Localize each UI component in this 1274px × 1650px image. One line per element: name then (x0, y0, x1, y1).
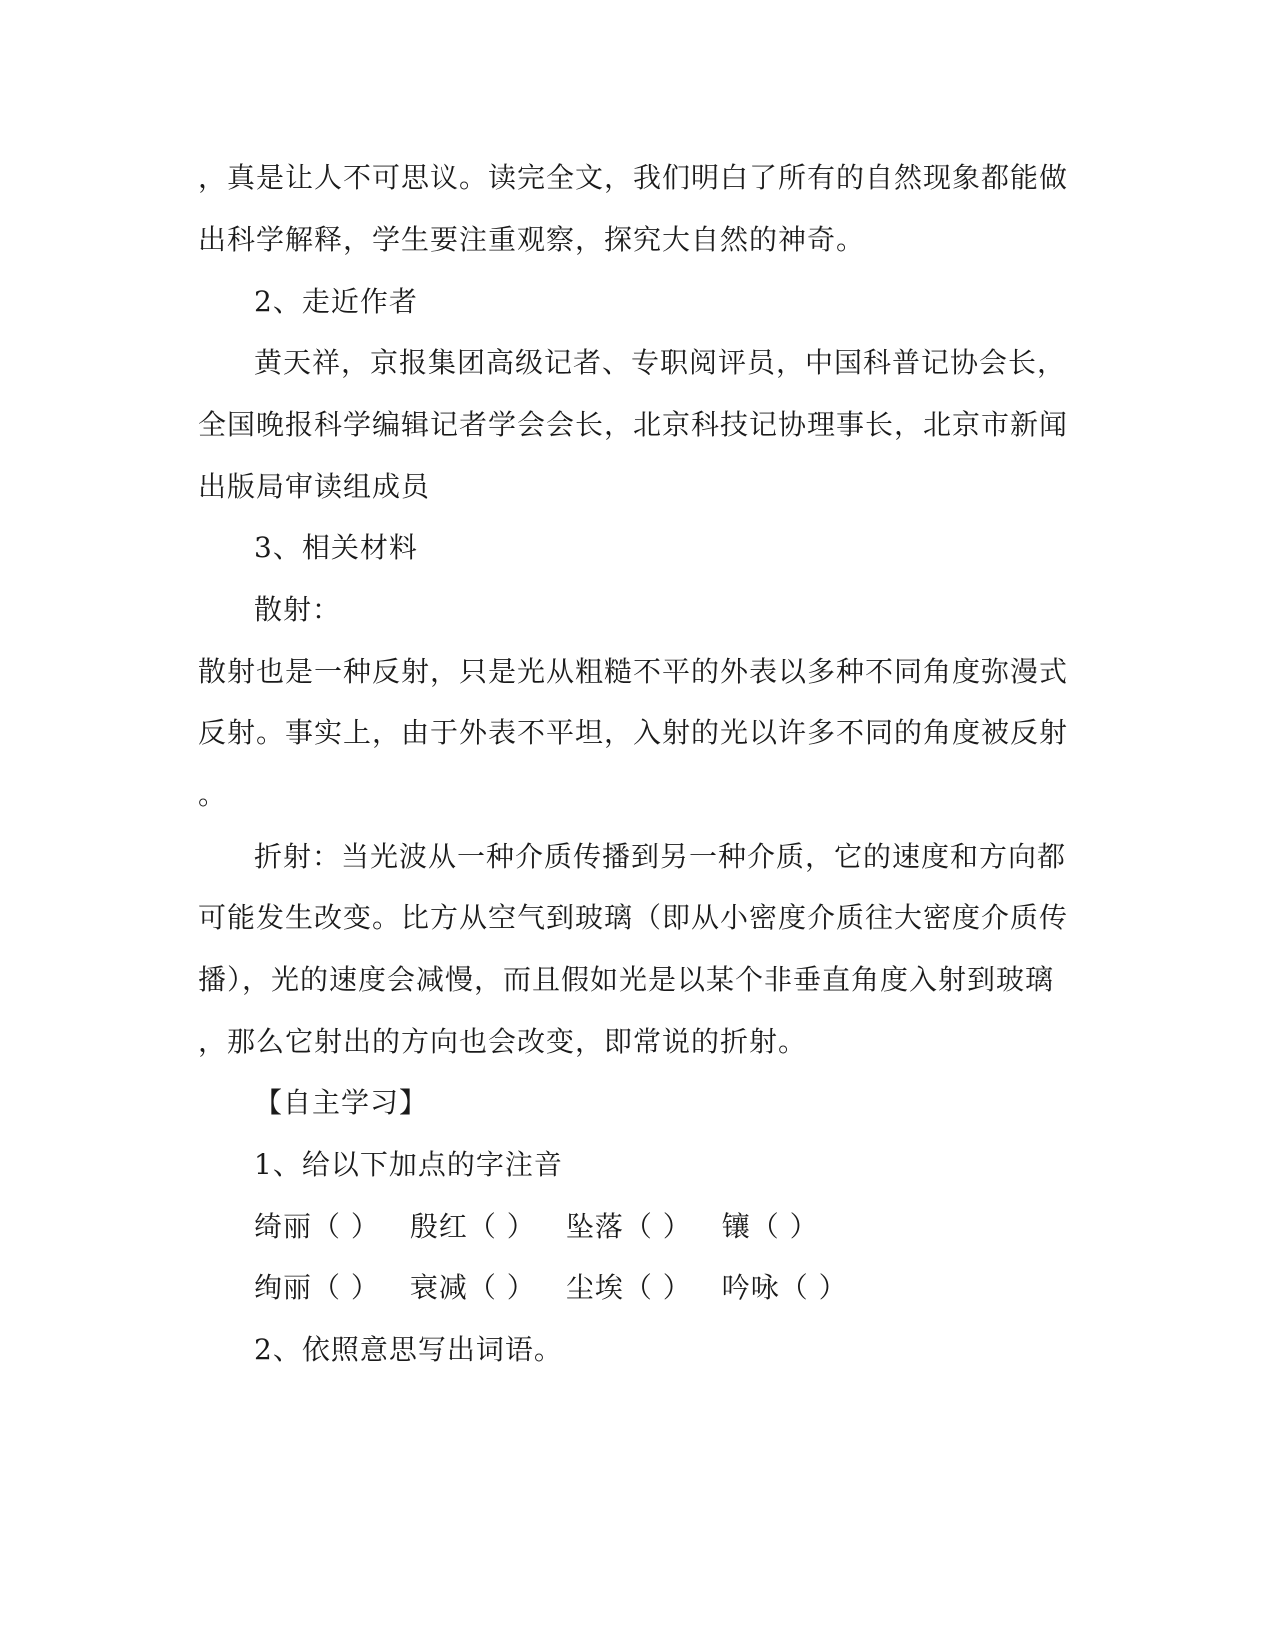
pinyin-row-2 (254, 1268, 848, 1308)
paragraph-line: ，那么它射出的方向也会改变，即常说的折射。 (198, 1025, 808, 1058)
pinyin-item: 绚丽（ ） (254, 1271, 380, 1304)
pinyin-item: 镶（ ） (721, 1210, 819, 1243)
pinyin-item: 尘埃（ ） (565, 1271, 692, 1304)
pinyin-item: 绮丽（ ） (254, 1210, 380, 1243)
paragraph-line: ，真是让人不可思议。读完全文，我们明白了所有的自然现象都能做 (198, 161, 1069, 194)
paragraph-line: 出版局审读组成员 (198, 470, 431, 503)
pinyin-item: 衰减（ ） (409, 1271, 536, 1304)
paragraph-line: 黄天祥，京报集团高级记者、专职阅评员，中国科普记协会长， (254, 346, 1067, 379)
pinyin-item: 坠落（ ） (565, 1210, 692, 1243)
section-heading-author: 2、走近作者 (254, 285, 418, 318)
paragraph-line: 折射：当光波从一种介质传播到另一种介质，它的速度和方向都 (254, 840, 1067, 873)
pinyin-item: 吟咏（ ） (721, 1271, 848, 1304)
exercise-heading-words: 2、依照意思写出词语。 (254, 1333, 563, 1366)
paragraph-line: 散射也是一种反射，只是光从粗糙不平的外表以多种不同角度弥漫式 (198, 655, 1069, 688)
paragraph-line: 出科学解释，学生要注重观察，探究大自然的神奇。 (198, 223, 866, 256)
term-heading-scattering: 散射： (254, 593, 342, 626)
pinyin-row-1 (254, 1207, 819, 1247)
section-heading-self-study: 【自主学习】 (254, 1086, 429, 1119)
exercise-heading-pinyin: 1、给以下加点的字注音 (254, 1148, 563, 1181)
paragraph-line: 全国晚报科学编辑记者学会会长，北京科技记协理事长，北京市新闻 (198, 408, 1069, 441)
pinyin-item: 殷红（ ） (409, 1210, 536, 1243)
paragraph-line: 可能发生改变。比方从空气到玻璃（即从小密度介质往大密度介质传 (198, 901, 1069, 934)
paragraph-line: 播），光的速度会减慢，而且假如光是以某个非垂直角度入射到玻璃 (198, 963, 1055, 996)
paragraph-line: 反射。事实上，由于外表不平坦，入射的光以许多不同的角度被反射 (198, 716, 1069, 749)
paragraph-line: 。 (198, 778, 228, 811)
section-heading-materials: 3、相关材料 (254, 531, 418, 564)
